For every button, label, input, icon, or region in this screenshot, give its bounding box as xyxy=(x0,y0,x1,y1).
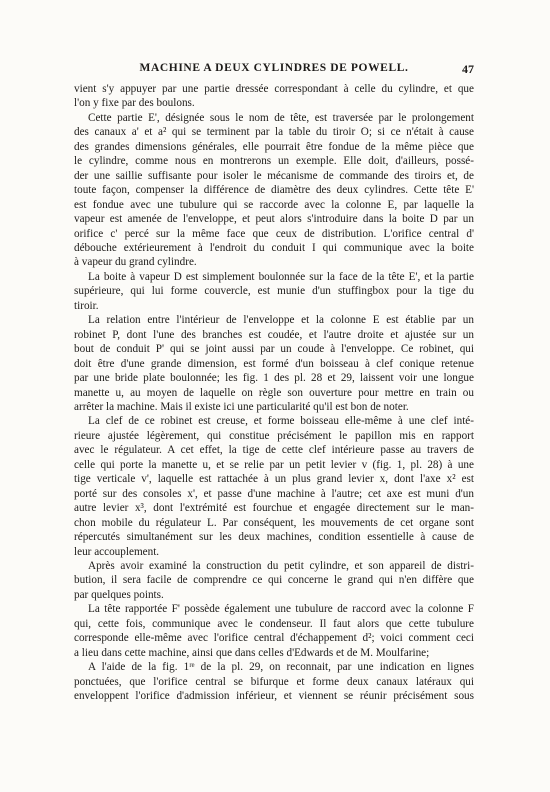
text-line: La relation entre l'intérieur de l'enveloppe et la colonne E est établie par un xyxy=(88,314,474,327)
text-line: des canaux a' et a² qui se terminent par la table du tiroir O; si ce n'était à cause xyxy=(74,126,474,139)
text-line: rieure ajustée légèrement, qui constitue précisément le papillon mis en rapport xyxy=(74,429,474,442)
paragraph xyxy=(74,559,474,602)
paragraph xyxy=(74,414,474,559)
text-line: répercutés simultanément sur les deux machines, condition essentielle à cause de xyxy=(74,531,474,544)
text-line: est fondue avec une tubulure qui se raccorde avec la colonne E, par laquelle la xyxy=(74,198,474,211)
text-line: par une bride plate boulonnée; les fig. 1 des pl. 28 et 29, laissent voir une longue xyxy=(74,372,474,385)
text-line: autre levier x³, dont l'extrémité est fourchue et engagée directement sur le man- xyxy=(74,502,474,515)
text-line: supérieure, qui lui forme couvercle, est munie d'un stuffingbox pour la tige du xyxy=(74,285,474,298)
text-line: corresponde elle-même avec l'orifice central d'échappement d²; voici comment ceci xyxy=(74,632,474,645)
text-line: des grandes dimensions générales, elle pourrait être fondue de la même pièce que xyxy=(74,140,474,153)
text-line: doit être d'une grande dimension, est formé d'un boisseau à clef conique retenue xyxy=(74,357,474,370)
text-line: débouche extérieurement à l'endroit du conduit I qui communique avec la boite xyxy=(74,241,474,254)
text-line: toute façon, compenser la différence de diamètre des deux cylindres. Cette tête E' xyxy=(74,184,474,197)
paragraph xyxy=(74,660,474,703)
text-line: chon mobile du régulateur L. Par conséquent, les mouvements de cet organe sont xyxy=(74,516,474,529)
text-line: vient s'y appuyer par une partie dressée correspondant à celle du cylindre, et que xyxy=(74,83,474,95)
text-line: orifice c' percé sur la même face que ceux de distribution. L'orifice central d' xyxy=(74,227,474,240)
text-line: tige verticale v', laquelle est rattachée à un plus grand levier x, dont l'axe x² est xyxy=(74,473,474,486)
text-line: La clef de ce robinet est creuse, et forme boisseau elle-même à une clef inté- xyxy=(88,415,474,428)
text-line: leur accouplement. xyxy=(74,545,160,558)
text-line: le cylindre, comme nous en montrerons un exemple. Elle doit, d'ailleurs, possé- xyxy=(74,155,474,168)
text-line: La tête rapportée F' possède également une tubulure de raccord avec la colonne F xyxy=(88,603,474,616)
paragraph xyxy=(74,270,474,313)
paragraph xyxy=(74,111,474,270)
text-line: arrêter la machine. Mais il existe ici une particularité qu'il est bon de noter. xyxy=(74,400,409,413)
body-text xyxy=(74,82,474,703)
text-line: tiroir. xyxy=(74,299,99,312)
text-line: bution, il sera facile de comprendre ce qui concerne le grand qui n'en diffère que xyxy=(74,574,474,587)
page-number: 47 xyxy=(462,62,474,76)
text-line: par quelques points. xyxy=(74,588,164,601)
text-line: Cette partie E', désignée sous le nom de tête, est traversée par le prolongement xyxy=(88,111,474,124)
running-title: MACHINE A DEUX CYLINDRES DE POWELL. xyxy=(139,62,409,74)
text-line: l'on y fixe par des boulons. xyxy=(74,97,195,110)
text-line: robinet P, dont l'une des branches est coudée, et l'autre droite et ajustée sur un xyxy=(74,328,474,341)
text-line: Après avoir examiné la construction du petit cylindre, et son appareil de distri- xyxy=(88,559,474,572)
text-line: A l'aide de la fig. 1ʳᵉ de la pl. 29, on reconnait, par une indication en lignes xyxy=(88,661,474,674)
text-line: manette u, au moyen de laquelle on règle son ouverture pour mettre en train ou xyxy=(74,386,474,399)
text-line: vapeur est amenée de l'enveloppe, et peut alors s'introduire dans la boite D par un xyxy=(74,213,474,226)
text-line: avec le régulateur. A cet effet, la tige de cette clef intérieure passe au travers de xyxy=(74,444,474,457)
paragraph xyxy=(74,82,474,111)
text-line: à vapeur du grand cylindre. xyxy=(74,256,197,269)
page-header xyxy=(74,62,474,80)
paragraph xyxy=(74,602,474,660)
text-line: enveloppent l'orifice d'admission inférieur, et viennent se réunir précisément sous xyxy=(74,690,474,703)
text-line: porté sur des consoles x', et passe d'une machine à l'autre; cet axe est muni d'un xyxy=(74,487,474,500)
text-line: ponctuées, que l'orifice central se bifurque et forme deux canaux latéraux qui xyxy=(74,675,474,688)
text-line: qui, cette fois, communique avec le condenseur. Il faut alors que cette tubulure xyxy=(74,617,474,630)
text-line: La boite à vapeur D est simplement boulonnée sur la face de la tête E', et la partie xyxy=(88,270,474,283)
text-line: a lieu dans cette machine, ainsi que dans celles d'Edwards et de M. Moulfarine; xyxy=(74,646,430,659)
text-line: der une saillie suffisante pour isoler le mécanisme de commande des tiroirs et, de xyxy=(74,169,474,182)
paragraph xyxy=(74,313,474,414)
text-line: bout de conduit P' qui se joint aussi par un coude à l'enveloppe. Ce robinet, qui xyxy=(74,343,474,356)
text-line: celle qui porte la manette u, et se relie par un petit levier v (fig. 1, pl. 28) à une xyxy=(74,458,474,471)
